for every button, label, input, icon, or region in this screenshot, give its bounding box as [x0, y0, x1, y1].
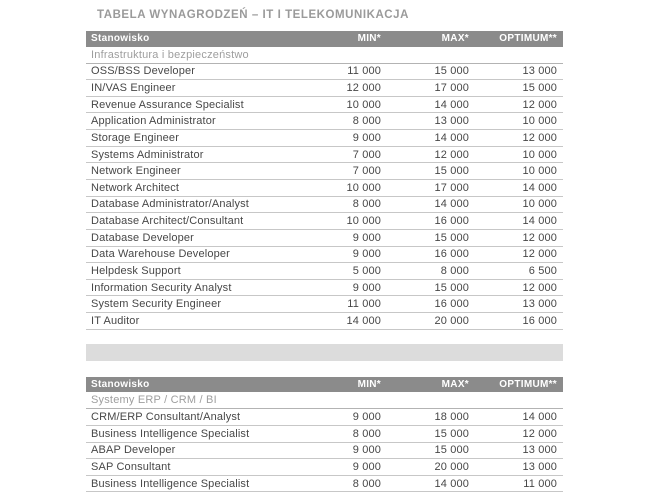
min-cell: 8 000: [352, 115, 381, 128]
table-row: [86, 130, 563, 147]
table-row: [86, 80, 563, 97]
position-cell: ABAP Developer: [91, 444, 176, 457]
section-header-label: Infrastruktura i bezpieczeństwo: [91, 48, 249, 61]
min-cell: 5 000: [352, 265, 381, 277]
max-cell: 15 000: [434, 231, 469, 244]
max-cell: 16 000: [434, 215, 469, 228]
table-row: [86, 64, 563, 81]
salary-tables-root: [86, 31, 563, 492]
max-cell: 20 000: [434, 460, 469, 473]
section-header-label: Systemy ERP / CRM / BI: [91, 394, 217, 407]
min-cell: 7 000: [352, 165, 381, 178]
position-cell: IN/VAS Engineer: [91, 81, 176, 94]
optimum-cell: 12 000: [522, 98, 557, 111]
column-header-optimum: OPTIMUM**: [499, 379, 557, 390]
max-cell: 8 000: [440, 265, 469, 277]
column-header-max: MAX*: [441, 33, 469, 45]
max-cell: 14 000: [434, 198, 469, 211]
table-row: [86, 147, 563, 164]
column-header-min: MIN*: [357, 33, 381, 45]
table-row: [86, 230, 563, 247]
min-cell: 10 000: [346, 215, 381, 228]
min-cell: 9 000: [352, 131, 381, 144]
min-cell: 10 000: [346, 98, 381, 111]
optimum-cell: 13 000: [522, 298, 557, 311]
min-cell: 9 000: [352, 444, 381, 457]
min-cell: 8 000: [352, 198, 381, 211]
max-cell: 16 000: [434, 298, 469, 311]
optimum-cell: 12 000: [522, 281, 557, 294]
optimum-cell: 12 000: [522, 131, 557, 144]
position-cell: Information Security Analyst: [91, 281, 232, 294]
content-column: [86, 0, 563, 492]
title-wrap: [86, 0, 563, 31]
optimum-cell: 10 000: [522, 148, 557, 161]
optimum-cell: 12 000: [522, 231, 557, 244]
position-cell: Network Engineer: [91, 165, 181, 178]
optimum-cell: 10 000: [522, 198, 557, 211]
table-row: [86, 426, 563, 443]
min-cell: 8 000: [352, 477, 381, 490]
optimum-cell: 10 000: [522, 165, 557, 178]
max-cell: 14 000: [434, 98, 469, 111]
max-cell: 18 000: [434, 411, 469, 424]
salary-table: [86, 377, 563, 493]
position-cell: CRM/ERP Consultant/Analyst: [91, 411, 241, 424]
max-cell: 17 000: [434, 81, 469, 94]
optimum-cell: 14 000: [522, 411, 557, 424]
min-cell: 9 000: [352, 411, 381, 424]
max-cell: 12 000: [434, 148, 469, 161]
position-cell: Application Administrator: [91, 115, 216, 128]
column-header-stanowisko: Stanowisko: [91, 379, 150, 390]
max-cell: 15 000: [434, 65, 469, 78]
position-cell: IT Auditor: [91, 314, 140, 327]
table-row: [86, 409, 563, 426]
optimum-cell: 13 000: [522, 444, 557, 457]
page-title: TABELA WYNAGRODZEŃ – IT I TELEKOMUNIKACJA: [97, 9, 409, 21]
position-cell: Helpdesk Support: [91, 265, 181, 277]
table-row: [86, 313, 563, 330]
min-cell: 14 000: [346, 314, 381, 327]
optimum-cell: 10 000: [522, 115, 557, 128]
table-separator-band: [86, 344, 563, 361]
table-row: [86, 213, 563, 230]
min-cell: 7 000: [352, 148, 381, 161]
min-cell: 11 000: [347, 65, 381, 78]
max-cell: 15 000: [434, 444, 469, 457]
section-header-row: [86, 392, 563, 409]
optimum-cell: 6 500: [528, 265, 557, 277]
min-cell: 9 000: [352, 231, 381, 244]
min-cell: 8 000: [352, 427, 381, 440]
max-cell: 15 000: [434, 165, 469, 178]
optimum-cell: 15 000: [522, 81, 557, 94]
table-row: [86, 97, 563, 114]
max-cell: 15 000: [434, 281, 469, 294]
max-cell: 13 000: [434, 115, 469, 128]
min-cell: 9 000: [352, 281, 381, 294]
table-row: [86, 459, 563, 476]
max-cell: 20 000: [434, 314, 469, 327]
table-row: [86, 443, 563, 460]
column-header-max: MAX*: [441, 379, 469, 390]
table-header-row: [86, 377, 563, 393]
table-row: [86, 163, 563, 180]
position-cell: Data Warehouse Developer: [91, 248, 230, 261]
table-row: [86, 197, 563, 214]
table-row: [86, 180, 563, 197]
table-header-row: [86, 31, 563, 47]
position-cell: OSS/BSS Developer: [91, 65, 196, 78]
max-cell: 14 000: [434, 131, 469, 144]
section-header-row: [86, 47, 563, 64]
min-cell: 9 000: [352, 460, 381, 473]
optimum-cell: 12 000: [522, 427, 557, 440]
optimum-cell: 14 000: [522, 215, 557, 228]
position-cell: Business Intelligence Specialist: [91, 477, 250, 490]
optimum-cell: 13 000: [522, 460, 557, 473]
optimum-cell: 14 000: [522, 181, 557, 194]
min-cell: 9 000: [352, 248, 381, 261]
max-cell: 17 000: [434, 181, 469, 194]
table-row: [86, 280, 563, 297]
position-cell: Revenue Assurance Specialist: [91, 98, 244, 111]
column-header-optimum: OPTIMUM**: [499, 33, 557, 45]
column-header-stanowisko: Stanowisko: [91, 33, 150, 45]
table-row: [86, 247, 563, 264]
position-cell: Storage Engineer: [91, 131, 180, 144]
position-cell: SAP Consultant: [91, 460, 171, 473]
max-cell: 16 000: [434, 248, 469, 261]
salary-table: [86, 31, 563, 330]
table-row: [86, 476, 563, 493]
optimum-cell: 16 000: [522, 314, 557, 327]
position-cell: System Security Engineer: [91, 298, 222, 311]
max-cell: 15 000: [434, 427, 469, 440]
table-row: [86, 113, 563, 130]
optimum-cell: 12 000: [522, 248, 557, 261]
position-cell: Database Administrator/Analyst: [91, 198, 249, 211]
position-cell: Database Architect/Consultant: [91, 215, 244, 228]
table-row: [86, 263, 563, 280]
table-row: [86, 296, 563, 313]
optimum-cell: 11 000: [523, 477, 557, 490]
column-header-min: MIN*: [357, 379, 381, 390]
min-cell: 12 000: [346, 81, 381, 94]
position-cell: Network Architect: [91, 181, 180, 194]
min-cell: 10 000: [346, 181, 381, 194]
optimum-cell: 13 000: [522, 65, 557, 78]
position-cell: Database Developer: [91, 231, 194, 244]
max-cell: 14 000: [434, 477, 469, 490]
min-cell: 11 000: [347, 298, 381, 311]
position-cell: Business Intelligence Specialist: [91, 427, 250, 440]
position-cell: Systems Administrator: [91, 148, 204, 161]
